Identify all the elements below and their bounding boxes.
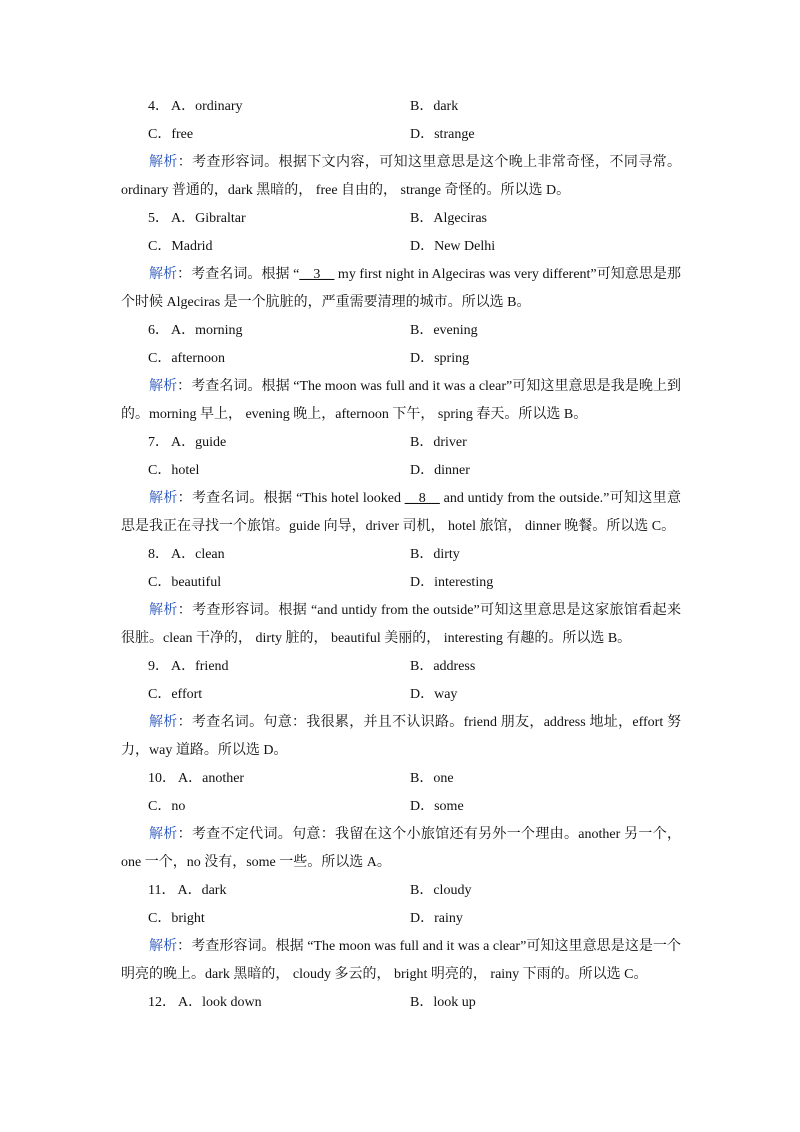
question-11-options-row-2 <box>0 905 800 933</box>
document-page <box>0 93 800 1017</box>
question-10-option-b: B．one <box>410 771 454 786</box>
question-6-option-c: C．afternoon <box>148 351 225 366</box>
question-9-options-row-2 <box>0 681 800 709</box>
question-8-options-row-1 <box>0 541 800 569</box>
question-10-explanation: 解析：考查不定代词。句意：我留在这个小旅馆还有另外一个理由。another 另一个，one 一个，no 没有，some 一些。所以选 A。 <box>121 827 681 870</box>
question-9-option-d: D．way <box>410 687 458 702</box>
blank-marker: __8__ <box>404 491 440 506</box>
question-4-option-c: C．free <box>148 127 194 142</box>
question-5-option-d: D．New Delhi <box>410 239 496 254</box>
question-4-option-d: D．strange <box>410 127 475 142</box>
explanation-label: 解析 <box>149 603 178 618</box>
question-11-option-d: D．rainy <box>410 911 463 926</box>
question-6-options-row-1 <box>0 317 800 345</box>
question-6-explanation: 解析：考查名词。根据 “The moon was full and it was a clear”可知这里意思是我是晚上到的。morning 早上， evening 晚上，afternoon 下午， spring 春天。所以选 B。 <box>121 379 682 422</box>
explanation-label: 解析 <box>149 267 178 282</box>
blank-marker: __3__ <box>299 267 335 282</box>
question-4-explanation: 解析：考查形容词。根据下文内容，可知这里意思是这个晚上非常奇怪，不同寻常。ordinary 普通的，dark 黑暗的， free 自由的， strange 奇怪的。所以选 D。 <box>121 155 682 198</box>
explanation-label: 解析 <box>149 155 178 170</box>
question-12-options-row-1 <box>0 989 800 1017</box>
question-11-option-a: 11． A．dark <box>148 883 227 898</box>
question-8-option-c: C．beautiful <box>148 575 222 590</box>
question-5-option-b: B．Algeciras <box>410 211 487 226</box>
question-5-options-row-2 <box>0 233 800 261</box>
question-7-option-b: B．driver <box>410 435 467 450</box>
question-8-option-d: D．interesting <box>410 575 494 590</box>
question-12-option-b: B．look up <box>410 995 476 1010</box>
question-11-option-c: C．bright <box>148 911 205 926</box>
question-7-options-row-1 <box>0 429 800 457</box>
question-4-options-row-2 <box>0 121 800 149</box>
question-9-options-row-1 <box>0 653 800 681</box>
question-8-options-row-2 <box>0 569 800 597</box>
question-10-options-row-1 <box>0 765 800 793</box>
explanation-label: 解析 <box>149 379 178 394</box>
question-7-explanation: 解析：考查名词。根据 “This hotel looked __8__ and untidy from the outside.”可知这里意思是我正在寻找一个旅馆。guide 向导，driver 司机， hotel 旅馆， dinner 晚餐。所以选 C。 <box>121 491 682 534</box>
question-11-explanation: 解析：考查形容词。根据 “The moon was full and it was a clear”可知这里意思是这是一个明亮的晚上。dark 黑暗的， cloudy 多云的， bright 明亮的， rainy 下雨的。所以选 C。 <box>121 939 682 982</box>
explanation-label: 解析 <box>149 715 178 730</box>
question-10-option-a: 10． A．another <box>148 771 245 786</box>
question-7-option-d: D．dinner <box>410 463 470 478</box>
explanation-label: 解析 <box>149 491 178 506</box>
question-4-option-b: B．dark <box>410 99 459 114</box>
question-4-option-a: 4． A．ordinary <box>148 99 243 114</box>
question-10-option-c: C．no <box>148 799 186 814</box>
question-8-option-a: 8． A．clean <box>148 547 225 562</box>
question-7-option-c: C．hotel <box>148 463 200 478</box>
question-6-option-a: 6． A．morning <box>148 323 243 338</box>
question-8-option-b: B．dirty <box>410 547 460 562</box>
question-12-option-a: 12． A．look down <box>148 995 262 1010</box>
explanation-label: 解析 <box>149 939 178 954</box>
question-4-options-row-1 <box>0 93 800 121</box>
question-5-explanation: 解析：考查名词。根据 “__3__ my first night in Algeciras was very different”可知意思是那个时候 Algeciras 是一个肮脏的，严重需要清理的城市。所以选 B。 <box>121 267 681 310</box>
question-10-option-d: D．some <box>410 799 464 814</box>
question-9-explanation: 解析：考查名词。句意：我很累，并且不认识路。friend 朋友，address 地址，effort 努力，way 道路。所以选 D。 <box>121 715 682 758</box>
question-11-option-b: B．cloudy <box>410 883 472 898</box>
question-9-option-c: C．effort <box>148 687 203 702</box>
question-5-option-c: C．Madrid <box>148 239 213 254</box>
question-6-options-row-2 <box>0 345 800 373</box>
question-7-option-a: 7． A．guide <box>148 435 227 450</box>
question-9-option-a: 9． A．friend <box>148 659 229 674</box>
question-11-options-row-1 <box>0 877 800 905</box>
question-8-explanation: 解析：考查形容词。根据 “and untidy from the outside”可知这里意思是这家旅馆看起来很脏。clean 干净的， dirty 脏的， beautiful 美丽的， interesting 有趣的。所以选 B。 <box>121 603 682 646</box>
question-5-options-row-1 <box>0 205 800 233</box>
question-9-option-b: B．address <box>410 659 476 674</box>
explanation-label: 解析 <box>149 827 178 842</box>
question-7-options-row-2 <box>0 457 800 485</box>
question-6-option-b: B．evening <box>410 323 478 338</box>
question-5-option-a: 5． A．Gibraltar <box>148 211 246 226</box>
question-6-option-d: D．spring <box>410 351 470 366</box>
question-10-options-row-2 <box>0 793 800 821</box>
